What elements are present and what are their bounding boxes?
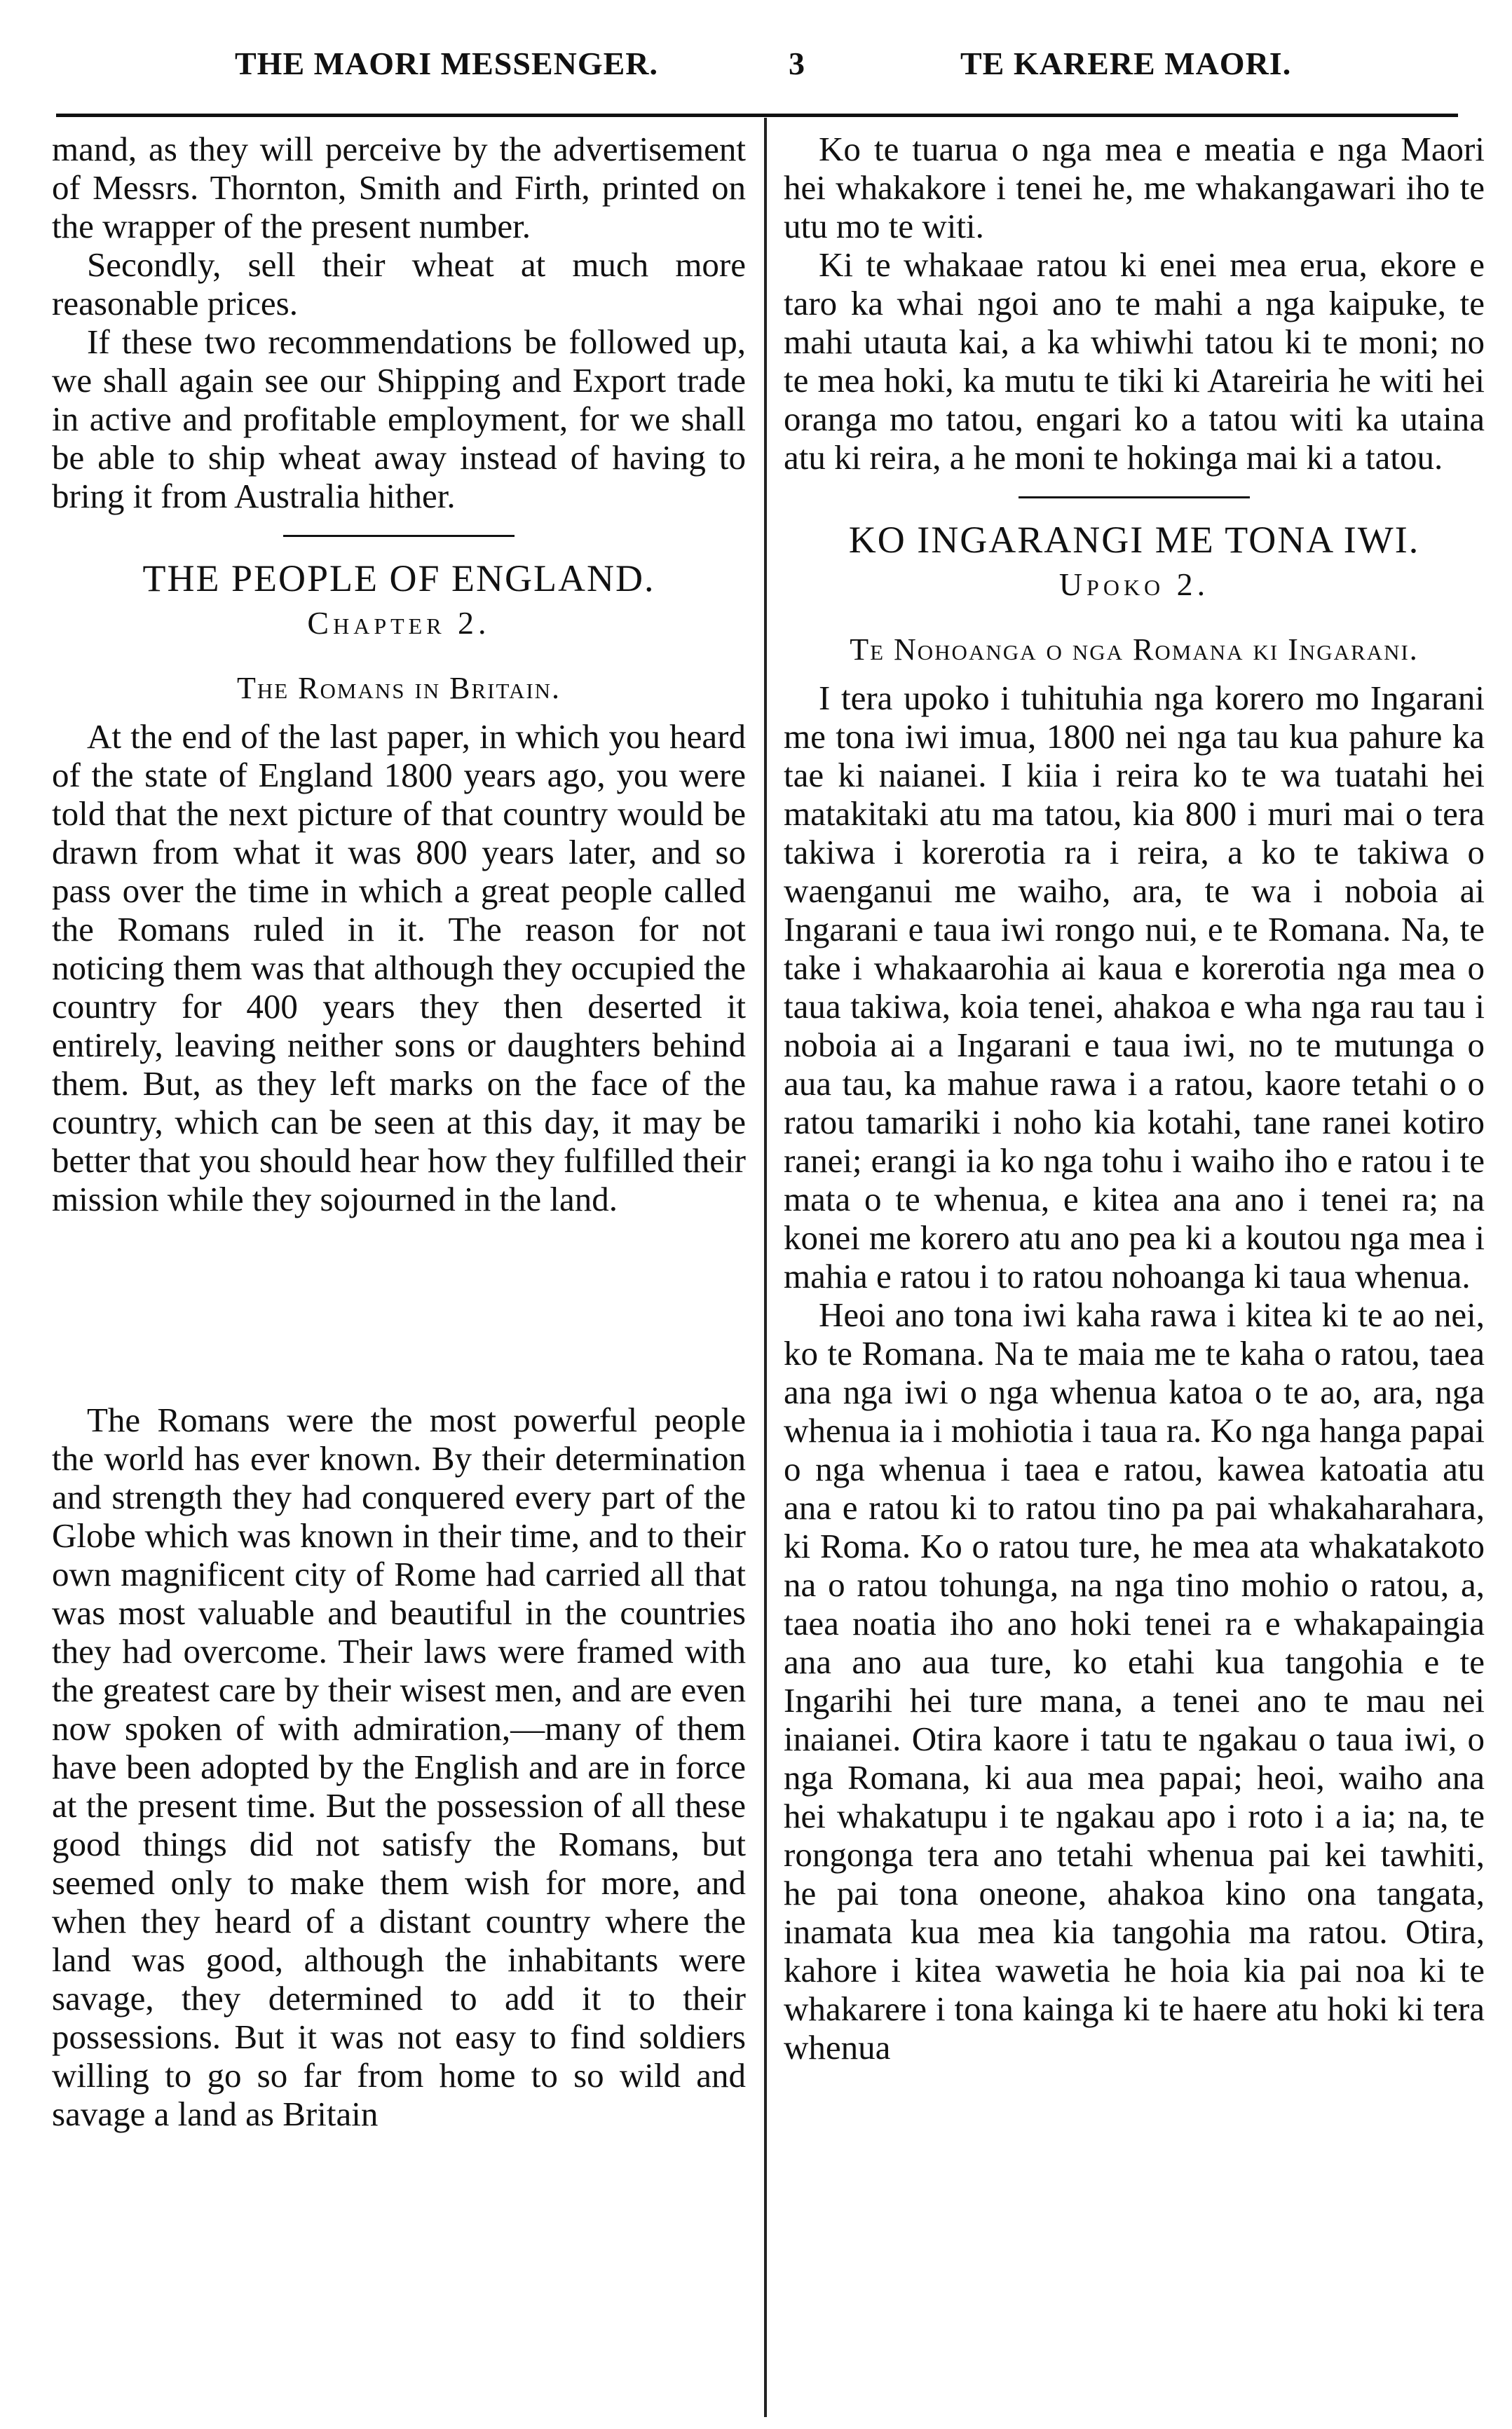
english-column (52, 130, 746, 2133)
english-chapter-heading: Chapter 2. (307, 605, 491, 641)
english-article-paragraph: At the end of the last paper, in which you heard of the state of England 1800 years ago, you were told that the next picture of that country would be drawn from what it was 800 years later, and so pass over the time in which a great people called the Romans ruled in it. The reason for not noticing them was that although they occupied the country for 400 years they then deserted it entirely, leaving neither sons or daughters behind them. But, as they left marks on the face of the country, which can be seen at this day, it may be better that you should hear how they fulfilled their mission while they sojourned in the land. (52, 717, 746, 1218)
header-rule (56, 114, 1458, 117)
column-gap (52, 1218, 746, 1401)
column-divider (764, 118, 767, 2417)
maori-chapter-heading: Upoko 2. (1058, 566, 1210, 602)
english-intro-paragraph: Secondly, sell their wheat at much more reasonable prices. (52, 245, 746, 322)
section-rule (1019, 496, 1250, 498)
page-number: 3 (789, 46, 805, 81)
header-english-title: THE MAORI MESSENGER. (235, 46, 659, 81)
english-article-title: THE PEOPLE OF ENGLAND. (142, 557, 655, 599)
maori-column (784, 130, 1485, 2067)
header-maori-title: TE KARERE MAORI. (960, 46, 1292, 81)
maori-article-paragraph: I tera upoko i tuhituhia nga korero mo Ingarani me tona iwi imua, 1800 nei nga tau kua pahure ka tae ki naianei. I kiia i reira ko te wa tuatahi hei matakitaki atu ma tatou, kia 800 i muri mai o tera takiwa i korerotia ra i reira, a ko te takiwa o waenganui me waiho, ara, te wa i noboia ai Ingarani e taua iwi rongo nui, e te Romana. Na, te take i whakaarohia ai kaua e korerotia nga mea o taua takiwa, koia tenei, ahakoa e wha nga rau tau i noboia ai a Ingarani e taua iwi, no te mutunga o aua tau, ka mahue rawa i a ratou, kaore tetahi o o ratou tamariki i noho kia kotahi, tane ranei kotiro ranei; erangi ia ko nga tohu i waiho iho e ratou i te mata o te whenua, e kitea ana ano i tenei ra; na konei me korero atu ano pea ki a koutou nga mea i mahia e ratou i to ratou nohoanga ki taua whenua. (784, 679, 1485, 1295)
maori-article-title: KO INGARANGI ME TONA IWI. (848, 519, 1420, 561)
maori-subheading: Te Nohoanga o nga Romana ki Ingarani. (850, 632, 1419, 667)
english-subheading: The Romans in Britain. (236, 671, 561, 705)
english-intro-paragraph: mand, as they will perceive by the advertisement of Messrs. Thornton, Smith and Firth, printed on the wrapper of the present number. (52, 130, 746, 245)
english-article-paragraph: The Romans were the most powerful people the world has ever known. By their determination and strength they had conquered every part of the Globe which was known in their time, and to their own magnificent city of Rome had carried all that was most valuable and beautiful in the countries they had overcome. Their laws were framed with the greatest care by their wisest men, and are even now spoken of with admiration,—many of them have been adopted by the English and are in force at the present time. But the possession of all these good things did not satisfy the Romans, but seemed only to make them wish for more, and when they heard of a distant country where the land was good, although the inhabitants were savage, they determined to add it to their possessions. But it was not easy to find soldiers willing to go so far from home to so wild and savage a land as Britain (52, 1401, 746, 2133)
section-rule (283, 535, 515, 537)
maori-article-paragraph: Heoi ano tona iwi kaha rawa i kitea ki te ao nei, ko te Romana. Na te maia me te kaha o ratou, taea ana nga iwi o nga whenua katoa o te ao, ara, nga whenua ia i mohiotia i taua ra. Ko nga hanga papai o nga whenua i taea e ratou, kawea katoatia atu ana e ratou ki to ratou tino pa pai whakaharahara, ki Roma. Ko o ratou ture, he mea ata whakatakoto na o ratou tohunga, na nga tino mohio o ratou, a, taea noatia iho ano hoki tenei ra e whakapaingia ana ano aua ture, ko etahi kua tangohia e te Ingarihi hei ture mana, a tenei ano te mau nei inaianei. Otira kaore i tatu te ngakau o taua iwi, o nga Romana, ki aua mea papai; heoi, waiho ana hei whakatupu i te ngakau apo i roto i a ia; na, te rongonga tera ano tetahi whenua pai kei tawhiti, he pai tona oneone, ahakoa kino ona tangata, inamata kua mea kia tangohia ma ratou. Otira, kahore i kitea wawetia he hoia kia pai noa ki te whakarere i tona kainga ki te haere atu hoki ki tera whenua (784, 1295, 1485, 2067)
page-header (0, 0, 1512, 105)
maori-intro-paragraph: Ko te tuarua o nga mea e meatia e nga Maori hei whakakore i tenei he, me whakangawari iho te utu mo te witi. (784, 130, 1485, 245)
maori-intro-paragraph: Ki te whakaae ratou ki enei mea erua, ekore e taro ka whai ngoi ano te mahi a nga kaipuke, te mahi utauta kai, a ka whiwhi tatou ki te moni; no te mea hoki, ka mutu te tiki ki Atareiria he witi hei oranga mo tatou, engari ko a tatou witi ka utaina atu ki reira, a he moni te hokinga mai ki a tatou. (784, 245, 1485, 477)
english-intro-paragraph: If these two recommendations be followed up, we shall again see our Shipping and Export trade in active and profitable employment, for we shall be able to ship wheat away instead of having to bring it from Australia hither. (52, 322, 746, 515)
